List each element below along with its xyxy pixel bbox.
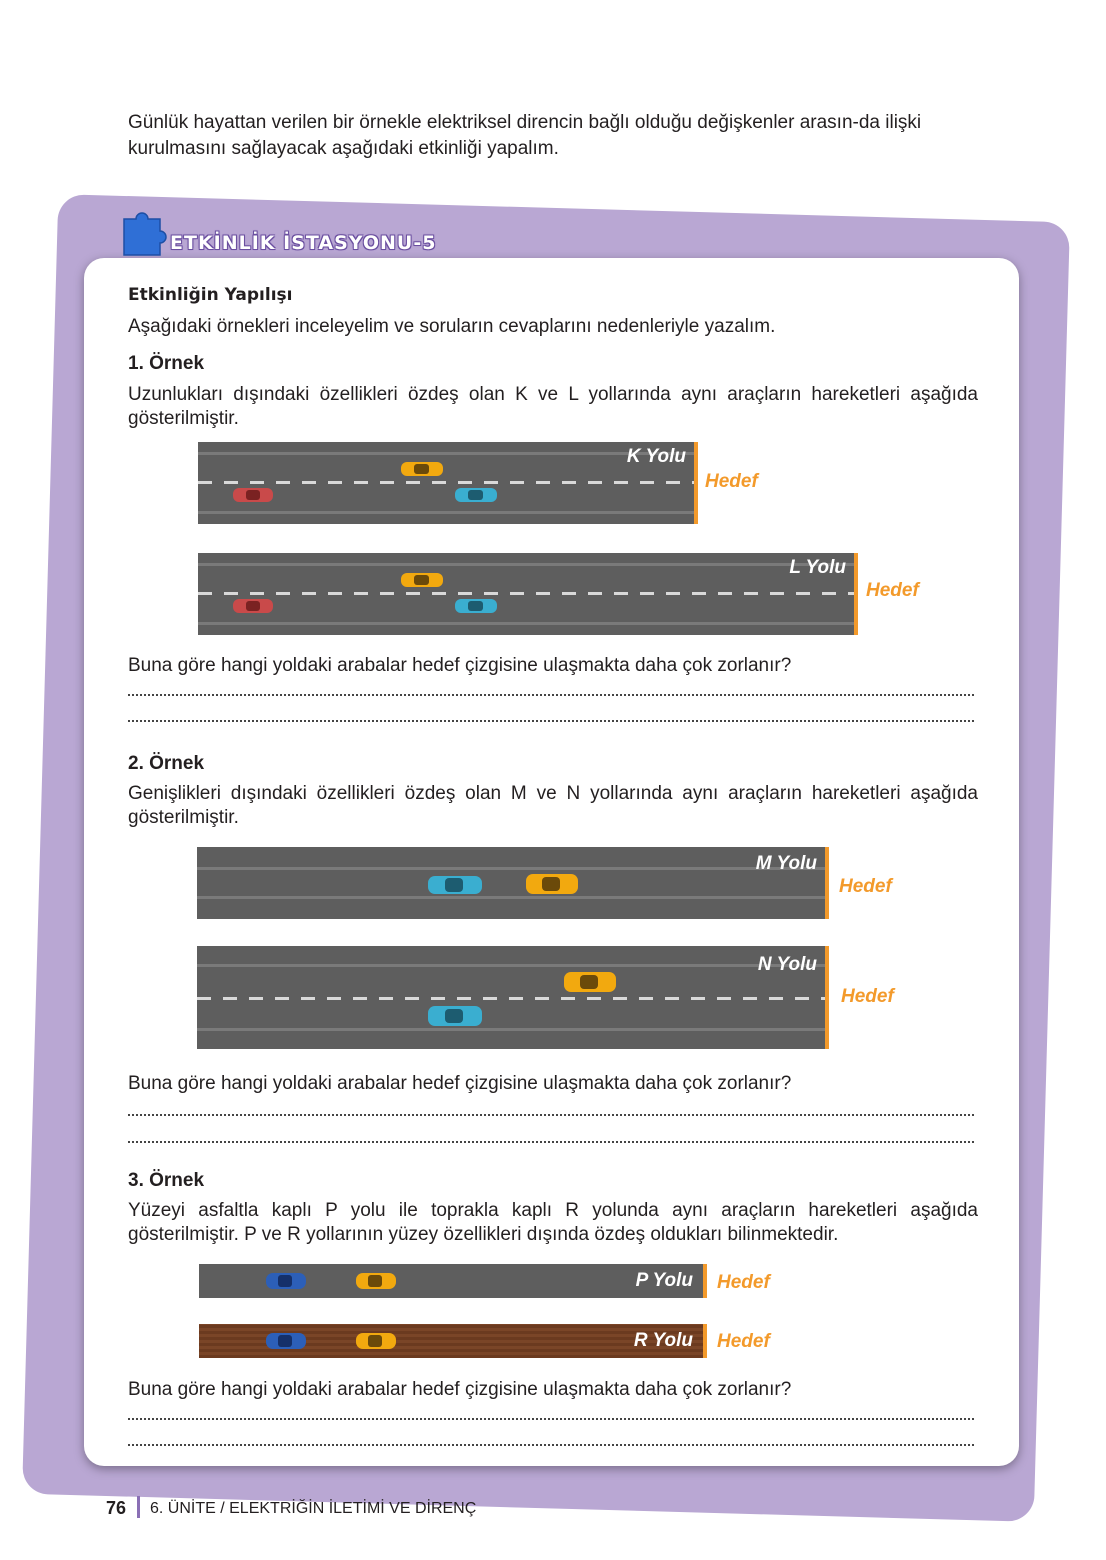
blue-car-icon [427, 874, 483, 896]
example-1-title: 1. Örnek [128, 353, 205, 374]
unit-title: 6. ÜNİTE / ELEKTRİĞİN İLETİMİ VE DİRENÇ [150, 1500, 477, 1517]
road-label-k: K Yolu [626, 446, 686, 467]
answer-line[interactable] [128, 686, 974, 696]
red-car-icon [232, 486, 274, 504]
example-3-text: Yüzeyi asfaltla kaplı P yolu ile toprakla kaplı R yolunda aynı araçların hareketleri aşağıda gösterilmiştir. P ve R yollarının yüzey özellikleri dışında özdeş oldukları bilinmektedir. [128, 1200, 978, 1245]
example-3-question: Buna göre hangi yoldaki arabalar hedef çizgisine ulaşmakta daha çok zorlanır? [128, 1379, 792, 1400]
answer-line[interactable] [128, 1410, 974, 1420]
road-l [198, 553, 854, 635]
answer-line[interactable] [128, 712, 974, 722]
road-label-l: L Yolu [789, 557, 846, 578]
target-label-p: Hedef [717, 1272, 770, 1293]
road-label-r: R Yolu [633, 1330, 693, 1351]
finish-line-k [694, 442, 698, 524]
page-number: 76 [106, 1498, 127, 1518]
road-p [199, 1264, 703, 1298]
road-label-m: M Yolu [755, 853, 817, 874]
yellow-car-icon [525, 872, 579, 896]
road-label-p: P Yolu [635, 1270, 693, 1291]
example-2-title: 2. Örnek [128, 753, 205, 774]
blue-car-icon [265, 1271, 307, 1291]
target-label-m: Hedef [839, 876, 892, 897]
road-label-n: N Yolu [757, 954, 817, 975]
example-1-text: Uzunlukları dışındaki özellikleri özdeş olan K ve L yollarında aynı araçların hareketleri aşağıda gösterilmiştir. [128, 384, 978, 429]
finish-line-r [703, 1324, 707, 1358]
target-label-k: Hedef [705, 471, 758, 492]
example-1-question: Buna göre hangi yoldaki arabalar hedef çizgisine ulaşmakta daha çok zorlanır? [128, 655, 792, 676]
blue-car-icon [454, 486, 498, 504]
station-title: ETKİNLİK İSTASYONU-5 [170, 232, 437, 254]
road-r [199, 1324, 703, 1358]
intro-paragraph: Günlük hayattan verilen bir örnekle elektriksel direncin bağlı olduğu değişkenler arasın-da ilişki kurulmasını sağlayacak aşağıdaki etkinliği yapalım. [128, 112, 922, 159]
finish-line-p [703, 1264, 707, 1298]
target-label-n: Hedef [841, 986, 894, 1007]
yellow-car-icon [563, 970, 617, 994]
road-n [197, 946, 825, 1049]
answer-line[interactable] [128, 1133, 974, 1143]
blue-car-icon [427, 1004, 483, 1028]
finish-line-l [854, 553, 858, 635]
road-m [197, 847, 825, 919]
finish-line-n [825, 946, 829, 1049]
answer-line[interactable] [128, 1106, 974, 1116]
blue-car-icon [454, 597, 498, 615]
red-car-icon [232, 597, 274, 615]
blue-car-icon [265, 1331, 307, 1351]
example-2-text: Genişlikleri dışındaki özellikleri özdeş olan M ve N yollarında aynı araçların hareketleri aşağıda gösterilmiştir. [128, 783, 978, 828]
puzzle-icon [118, 205, 174, 261]
section-heading: Etkinliğin Yapılışı [128, 285, 293, 305]
answer-line[interactable] [128, 1436, 974, 1446]
yellow-car-icon [400, 460, 444, 478]
instruction-text: Aşağıdaki örnekleri inceleyelim ve soruların cevaplarını nedenleriyle yazalım. [128, 316, 776, 337]
footer-divider [137, 1496, 140, 1518]
yellow-car-icon [355, 1271, 397, 1291]
yellow-car-icon [400, 571, 444, 589]
example-3-title: 3. Örnek [128, 1170, 205, 1191]
target-label-r: Hedef [717, 1331, 770, 1352]
example-2-question: Buna göre hangi yoldaki arabalar hedef çizgisine ulaşmakta daha çok zorlanır? [128, 1073, 792, 1094]
yellow-car-icon [355, 1331, 397, 1351]
finish-line-m [825, 847, 829, 919]
road-k [198, 442, 694, 524]
target-label-l: Hedef [866, 580, 919, 601]
